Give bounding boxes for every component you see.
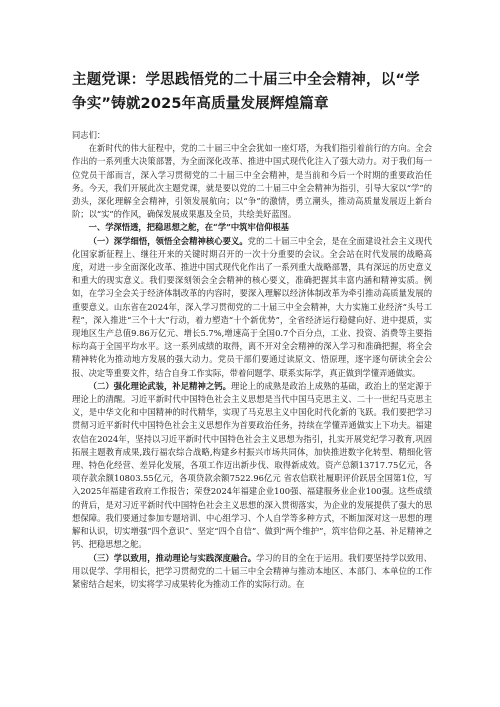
subsection-1-heading: （一）深学细悟，领悟全会精神核心要义。	[88, 235, 248, 246]
subsection-2-heading: （二）强化理论武装，补足精神之钙。	[88, 380, 232, 391]
subsection-2-text: 理论上的成熟是政治上成熟的基础，政治上的坚定源于理论上的清醒。习近平新时代中国特色社会主义思想是当代中国马克思主义、二十一世纪马克思主义，是中华文化和中国精神的时代精华，实现了马克思主义中国化时代化新的飞跃。我们要把学习贯彻习近平新时代中国特色社会主义思想作为首要政治任务，持续在学懂弄通做实上下功夫。福建农信在2024年，坚持以习近平新时代中国特色社会主义思想为指引，扎实开展党纪学习教育,巩固拓展主题教育成果,践行福农综合战略,构建乡村振兴市场共同体，加快推进数字化转型、精细化管理、特色化经营、差异化发展，各项工作迈出新步伐、取得新成效。资产总额13717.75亿元，各项存款余额10803.55亿元，各项贷款余额7522.96亿元 省农信联社履职评价跃居全国第1位，写入2025年福建省政府工作报告；荣登2024年福建企业100强、福建服务业企业100强。这些成绩的背后，是对习近平新时代中国特色社会主义思想的深入贯彻落实，为企业的发展提供了强大的思想保障。我们要通过参加专题培训、中心组学习、个人自学等多种方式，不断加深对这一思想的理解和认识，切实增强“四个意识”、坚定“四个自信”、做到“两个维护”，筑牢信仰之基、补足精神之钙、把稳思想之舵。	[72, 380, 432, 550]
intro-paragraph: 在新时代的伟大征程中，党的二十届三中全会犹如一座灯塔，为我们指引着前行的方向。全会作出的一系列重大决策部署，为全面深化改革、推进中国式现代化注入了强大动力。对于我们每一位党员干部而言，深入学习贯彻党的二十届三中全会精神，是当前和今后一个时期的重要政治任务。今天，我们开展此次主题党课，就是要以党的二十届三中全会精神为指引，引导大家以“学”的劲头，深化理解全会精神，引领发展航向；以“争”的激情，勇立潮头，推动高质量发展迈上新台阶；以“实”的作风，确保发展成果惠及全员，共绘美好蓝图。	[72, 143, 432, 220]
subsection-1-text: 党的二十届三中全会，是在全面建设社会主义现代化国家新征程上、继往开来的关键时期召开的一次十分重要的会议。全会站在时代发展的战略高度，对进一步全面深化改革、推进中国式现代化作出了一系列重大战略部署，具有深远的历史意义和重大的现实意义。我们要深刻领会全会精神的核心要义，准确把握其丰富内涵和精神实质。例如，在学习全会关于经济体制改革的内容时，要深入理解以经济体制改革为牵引推动高质量发展的重要意义。山东省在2024年，深入学习贯彻党的二十届三中全会精神，大力实施工业经济“头号工程”，深入推进“三个十大”行动，着力塑造“十个新优势”，全省经济运行稳健向好、进中提质，实现地区生产总值9.86万亿元、增长5.7%,增速高于全国0.7个百分点，工业、投资、消费等主要指标均高于全国平均水平。这一系列成绩的取得，离不开对全会精神的深入学习和准确把握，将全会精神转化为推动地方发展的强大动力。党员干部们要通过读原文、悟原理，逐字逐句研读全会公报、决定等重要文件，结合自身工作实际，带着问题学、联系实际学，真正做到学懂弄通做实。	[72, 235, 432, 378]
document-page	[72, 68, 432, 591]
subsection-1	[72, 235, 432, 380]
subsection-3-heading: （三）学以致用，推动理论与实践深度融合。	[88, 552, 257, 563]
subsection-3-text: 学习的目的全在于运用。我们要坚持学以致用、用以促学、学用相长，把学习贯彻党的二十届三中全会精神与推动本地区、本部门、本单位的工作紧密结合起来，切实将学习成果转化为推动工作的实际行动。在	[72, 552, 432, 589]
section-heading-1: 一、学深悟透，把稳思想之舵，在“学”中筑牢信仰根基	[88, 222, 289, 233]
greeting: 同志们：	[72, 130, 106, 140]
document-title: 主题党课：学思践悟党的二十届三中全会精神，以“学争实”铸就2025年高质量发展辉煌篇章	[72, 72, 420, 112]
subsection-3	[72, 552, 432, 592]
subsection-2	[72, 380, 432, 552]
